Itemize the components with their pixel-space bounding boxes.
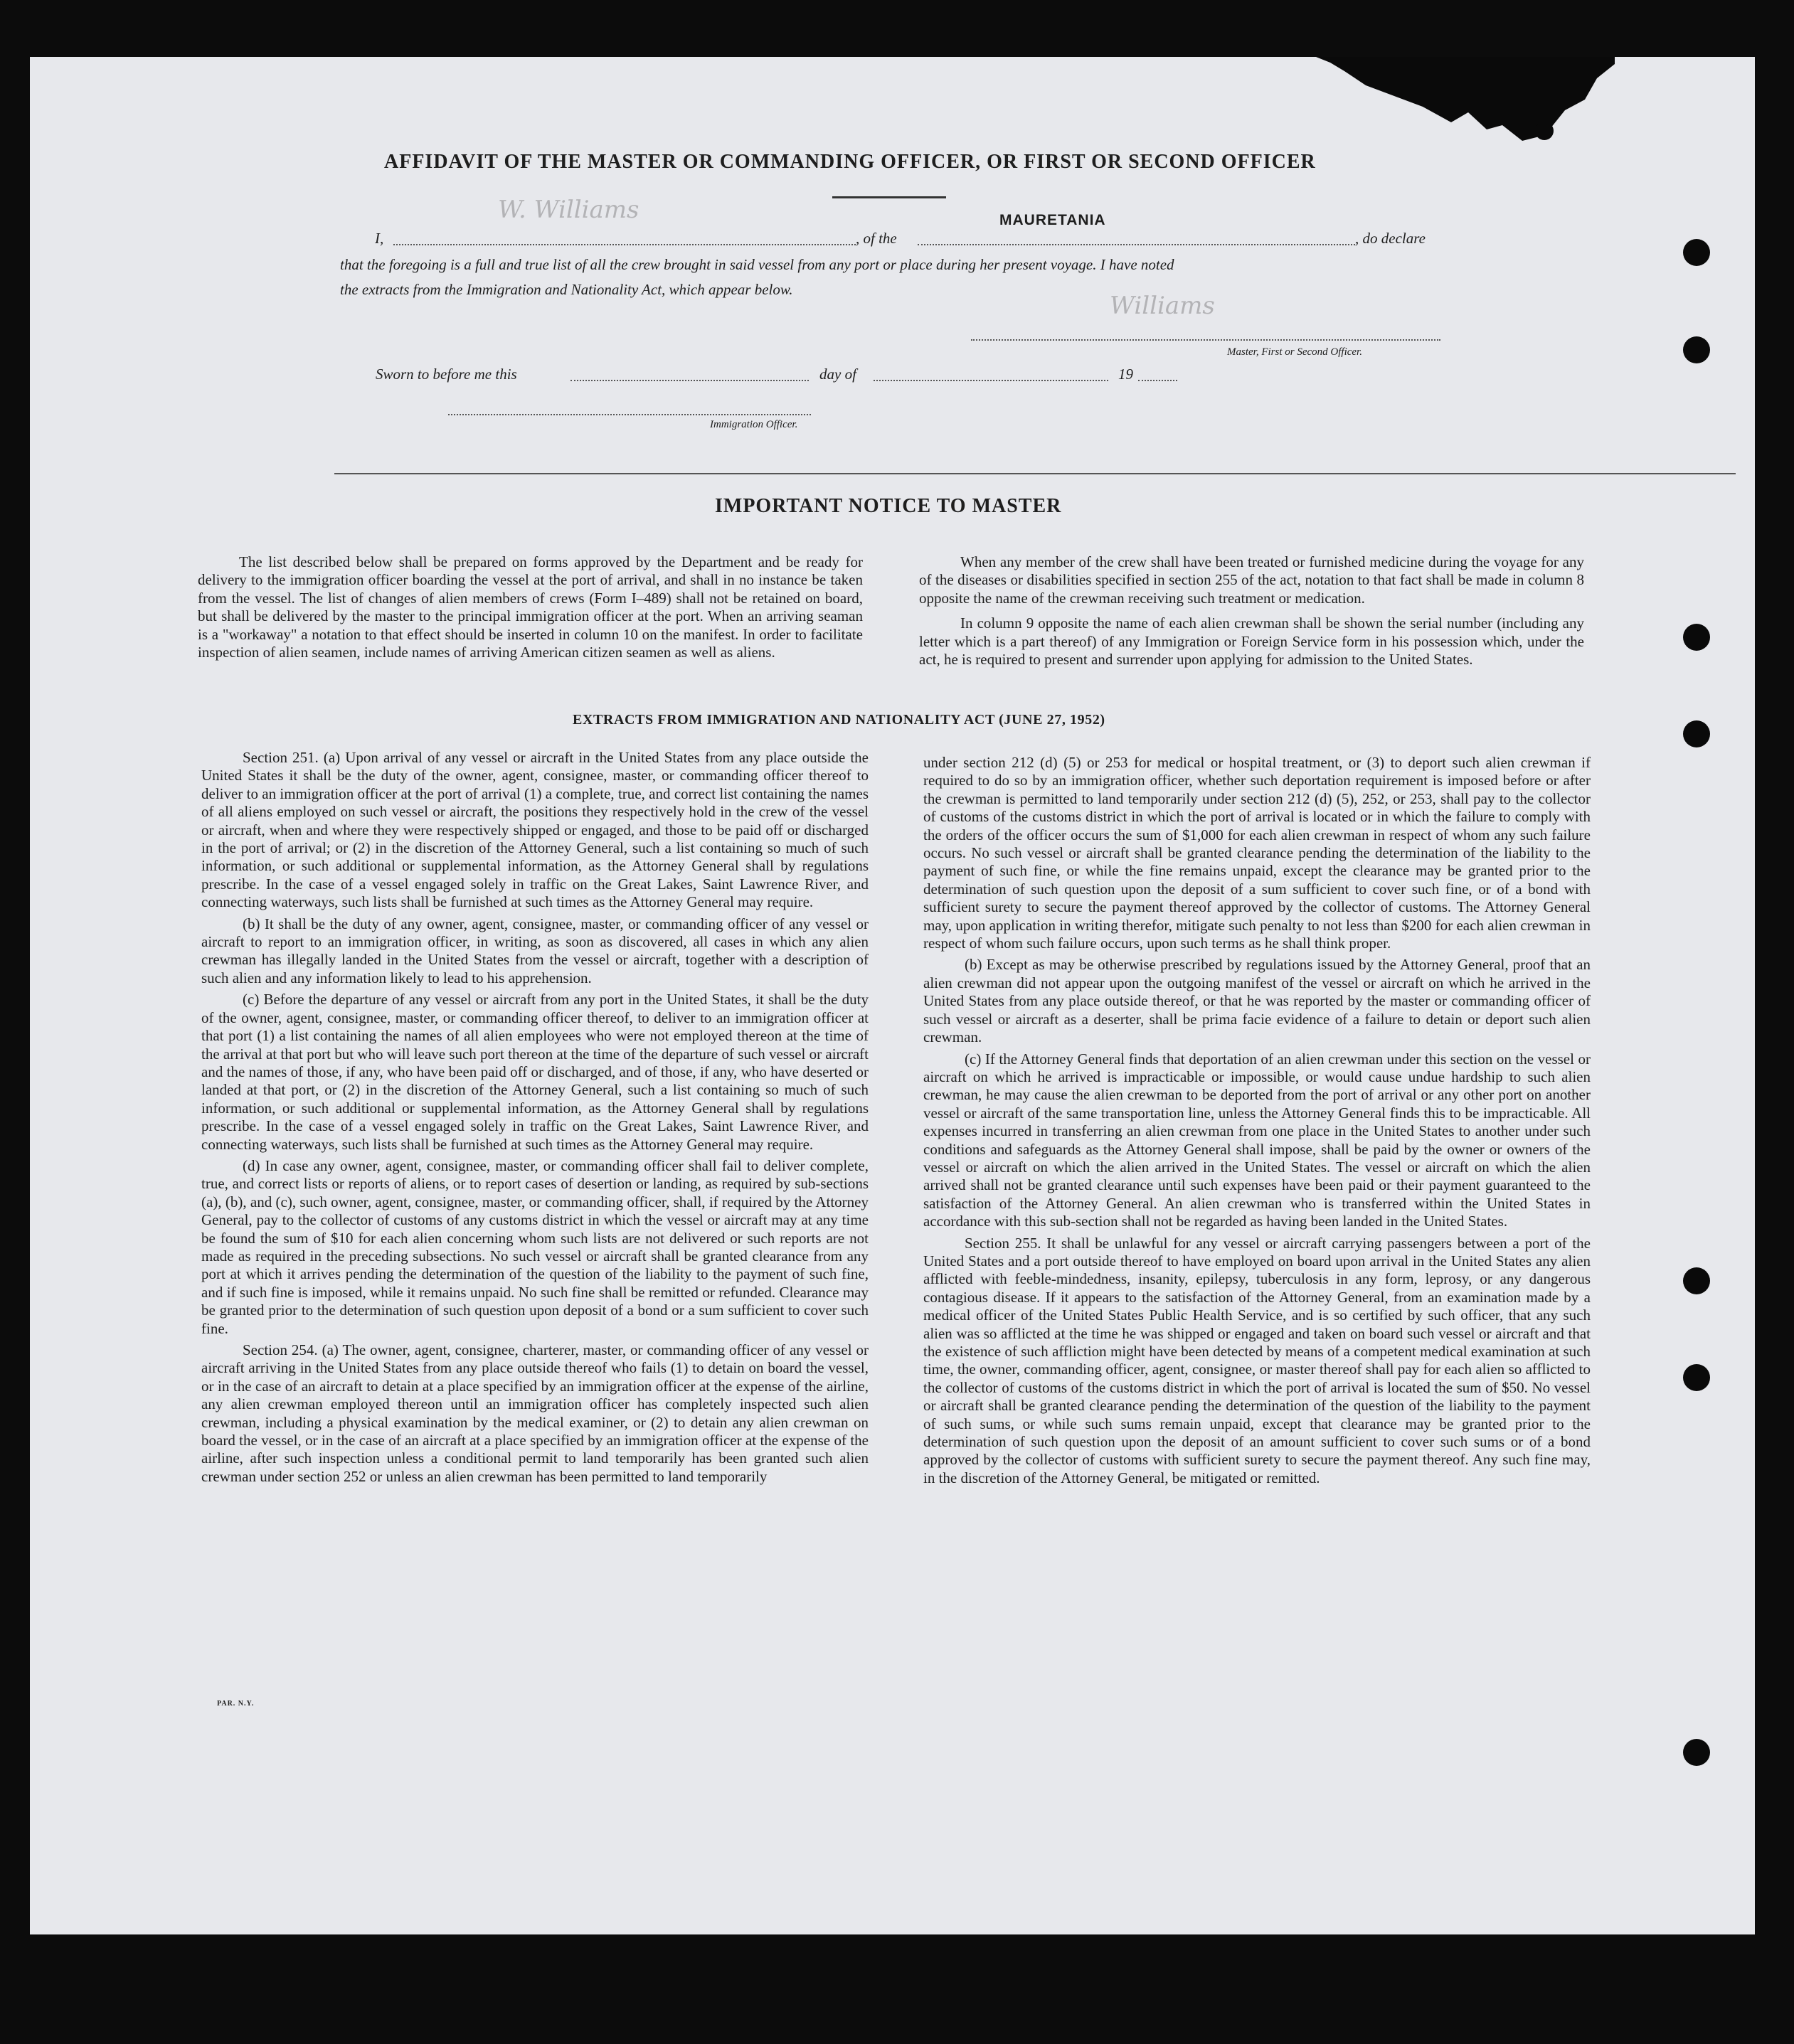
notice-left-column: [198, 553, 863, 665]
section-paragraph: under section 212 (d) (5) or 253 for medical or hospital treatment, or (3) to deport such alien crewman if required to do so by an immigration officer, whether such deportation requirement is imposed before or after the crewman is permitted to land temporarily under section 212 (d) (5), 252, or 253, shall pay to the collector of customs of the customs district in which the port of arrival is located or in which the failure to comply with the orders of the officer occurs the sum of $1,000 for each alien crewman in respect of whom any such failure occurs. No such vessel or aircraft shall be granted clearance pending the determination of the liability to the payment of such fine, or while the fine remains unpaid, except the clearance may be granted prior to the determination of such question upon the deposit of a sum sufficient to cover such fine, or of a bond with sufficient surety to secure the payment thereof approved by the collector of customs. The Attorney General may, upon application in writing therefor, mitigate such penalty to not less than $200 for each alien crewman in respect of whom such failure occurs, upon such terms as he shall think proper.: [923, 754, 1591, 952]
punch-hole: [1683, 239, 1710, 266]
notice-title: IMPORTANT NOTICE TO MASTER: [715, 495, 1062, 517]
master-caption: Master, First or Second Officer.: [1227, 346, 1362, 358]
sworn-day-line: [570, 380, 809, 381]
declaration-line-1: that the foregoing is a full and true list of all the crew brought in said vessel from any port or place during her present voyage. I have noted: [340, 256, 1174, 273]
do-declare-label: , do declare: [1355, 230, 1426, 247]
extracts-left-column: [201, 749, 869, 1489]
section-paragraph: Section 254. (a) The owner, agent, consignee, charterer, master, or commanding officer of any vessel or aircraft arriving in the United States from any place outside thereof who fails (1) to detain on board the vessel, or in the case of an aircraft to detain at a place specified by an immigration officer at the expense of the airline, any alien crewman employed thereon until an immigration officer has completely inspected such alien crewman, including a physical examination by the medical examiner, or (2) to detain any alien crewman on board the vessel, or in the case of an aircraft at a place specified by an immigration officer at the expense of the airline, after such inspection unless a conditional permit to land temporarily has been granted such alien crewman under section 252 or unless an alien crewman has been permitted to land temporarily: [201, 1341, 869, 1485]
officer-signature-line: [448, 414, 811, 415]
punch-hole: [1683, 1267, 1710, 1294]
sworn-year-line: [1138, 380, 1177, 381]
vessel-line: [918, 244, 1355, 245]
notice-paragraph: When any member of the crew shall have been treated or furnished medicine during the voyage for any of the diseases or disabilities specified in section 255 of the act, notation to that fact shall be made in column 8 opposite the name of the crewman receiving such treatment or medication.: [919, 553, 1584, 607]
punch-hole: [1683, 336, 1710, 363]
section-paragraph: Section 251. (a) Upon arrival of any vessel or aircraft in the United States from any place outside the United States it shall be the duty of the owner, agent, consignee, master, or commanding officer thereof to deliver to an immigration officer at the port of arrival (1) a complete, true, and correct list containing the names of all aliens employed on such vessel or aircraft, the positions they respectively hold in the crew of the vessel or aircraft, when and where they were respectively shipped or engaged, and those to be paid off or discharged in the port of arrival; or (2) in the discretion of the Attorney General, such a list containing so much of such information, or such additional or supplemental information, as the Attorney General shall by regulations prescribe. In the case of a vessel engaged solely in traffic on the Great Lakes, Saint Lawrence River, and connecting waterways, such lists shall be furnished at such times as the Attorney General may require.: [201, 749, 869, 911]
day-of-label: day of: [819, 366, 856, 383]
declaration-line-2: the extracts from the Immigration and Nationality Act, which appear below.: [340, 281, 793, 298]
declarant-signature: W. Williams: [498, 196, 639, 224]
of-the-label: , of the: [856, 230, 897, 247]
year-label: 19: [1118, 366, 1133, 383]
section-paragraph: (c) If the Attorney General finds that deportation of an alien crewman under this section on the vessel or aircraft on which he arrived is impracticable or impossible, or would cause undue hardship to such alien crewman, he may cause the alien crewman to be deported from the port of arrival or any other port on another vessel or aircraft of the same transportation line, unless the Attorney General finds this to be impracticable. All expenses incurred in transferring an alien crewman from one place in the United States to another under such conditions and safeguards as the Attorney General shall impose, shall be paid by the owner or owners of the vessel or aircraft on which the alien arrived in the United States. The vessel or aircraft on which the alien arrived shall not be granted clearance until such expenses have been paid or their payment guaranteed to the satisfaction of the Attorney General. An alien crewman who is transferred within the United States in accordance with this sub-section shall not be regarded as having been landed in the United States.: [923, 1050, 1591, 1230]
section-paragraph: Section 255. It shall be unlawful for any vessel or aircraft carrying passengers between a port of the United States and a port outside thereof to have employed on board upon arrival in the United States any alien afflicted with feeble-mindedness, insanity, epilepsy, tuberculosis in any form, leprosy, or any dangerous contagious disease. If it appears to the satisfaction of the Attorney General, from an examination made by a medical officer of the United States Public Health Service, and is so certified by such officer, that any such alien was so afflicted at the time he was shipped or engaged and taken on board such vessel or aircraft and that the existence of such affliction might have been detected by means of a competent medical examination at such time, the owner, commanding officer, agent, consignee, or master thereof shall pay for each alien so afflicted to the collector of customs of the customs district in which the port of arrival is located the sum of $50. No vessel or aircraft shall be granted clearance pending the determination of the question of the liability to the payment of such sums, or while such sums remain unpaid, except that clearance may be granted prior to the determination of such question upon the deposit of an amount sufficient to cover such sums or of a bond approved by the collector of customs with sufficient surety to secure the payment thereof. Any such fine may, in the discretion of the Attorney General, be mitigated or remitted.: [923, 1234, 1591, 1486]
declarant-line: [393, 244, 856, 245]
punch-hole: [1535, 122, 1554, 140]
title-underline: [832, 196, 946, 198]
section-paragraph: (c) Before the departure of any vessel or aircraft from any port in the United States, it shall be the duty of the owner, agent, consignee, master, or commanding officer thereof, to deliver to an immigration officer at that port (1) a list containing the names of all alien employees who were not employed thereon at the time of the arrival at that port but who will leave such port thereon at the time of the departure of such vessel or aircraft and the names of those, if any, who have been paid off or discharged, and of those, if any, who have deserted or landed at that port, or (2) in the discretion of the Attorney General, such a list containing so much of such information, or such additional or supplemental information, as the Attorney General shall by regulations prescribe. In the case of a vessel engaged solely in traffic on the Great Lakes, Saint Lawrence River, and connecting waterways, such lists shall be furnished at such times as the Attorney General may require.: [201, 991, 869, 1153]
declarant-prefix: I,: [375, 230, 384, 247]
section-paragraph: (d) In case any owner, agent, consignee, master, or commanding officer shall fail to deliver complete, true, and correct lists or reports of aliens, or to report cases of desertion or landing, as required by sub-sections (a), (b), and (c), such owner, agent, consignee, master, or commanding officer, shall, if required by the Attorney General, pay to the collector of customs of any customs district in which the vessel or aircraft may at any time be found the sum of $10 for each alien concerning whom such lists are not delivered or such reports are not made as required in the preceding subsections. No such vessel or aircraft shall be granted clearance from any port at which it arrives pending the determination of the question of the liability to the payment of such fine, and if such fine is imposed, while it remains unpaid. No such fine shall be remitted or refunded. Clearance may be granted prior to the determination of such question upon deposit of a bond or a sum sufficient to cover such fine.: [201, 1156, 869, 1337]
extracts-title: EXTRACTS FROM IMMIGRATION AND NATIONALITY ACT (JUNE 27, 1952): [573, 712, 1105, 728]
master-signature-line: [971, 339, 1440, 341]
sworn-label: Sworn to before me this: [376, 366, 517, 383]
affidavit-title: AFFIDAVIT OF THE MASTER OR COMMANDING OFFICER, OR FIRST OR SECOND OFFICER: [384, 151, 1316, 173]
notice-right-column: [919, 553, 1584, 672]
master-signature: Williams: [1110, 292, 1215, 320]
punch-hole: [1683, 1739, 1710, 1766]
section-paragraph: (b) It shall be the duty of any owner, agent, consignee, master, or commanding officer of any vessel or aircraft to report to an immigration officer, in writing, as soon as discovered, all cases in which any alien crewman has illegally landed in the United States from the vessel or aircraft, together with a description of such alien and any information likely to lead to his apprehension.: [201, 915, 869, 986]
punch-hole: [1683, 1364, 1710, 1391]
perforation-line: [334, 473, 1736, 474]
section-paragraph: (b) Except as may be otherwise prescribed by regulations issued by the Attorney General, proof that an alien crewman did not appear upon the outgoing manifest of the vessel or aircraft on which he arrived in the United States from any place outside thereof, or that he was reported by the master or commanding officer of such vessel or aircraft as a deserter, shall be prima facie evidence of a failure to detain or deport such alien crewman.: [923, 956, 1591, 1046]
officer-caption: Immigration Officer.: [710, 419, 798, 430]
notice-paragraph: The list described below shall be prepared on forms approved by the Department and be ready for delivery to the immigration officer boarding the vessel at the port of arrival, and shall in no instance be taken from the vessel. The list of changes of alien members of crews (Form I–489) shall not be retained on board, but shall be delivered by the master to the principal immigration officer at the port. When an arriving seaman is a "workaway" a notation to that effect should be inserted in column 10 on the manifest. In order to facilitate inspection of alien seamen, include names of arriving American citizen seamen as well as aliens.: [198, 553, 863, 661]
punch-hole: [1683, 624, 1710, 651]
vessel-name-stamp: MAURETANIA: [999, 212, 1106, 228]
print-code: PAR. N.Y.: [217, 1700, 255, 1708]
extracts-right-column: [923, 754, 1591, 1491]
sworn-month-line: [874, 380, 1108, 381]
punch-hole: [1683, 720, 1710, 747]
notice-paragraph: In column 9 opposite the name of each alien crewman shall be shown the serial number (including any letter which is a part thereof) of any Immigration or Foreign Service form in his possession which, under the act, he is required to present and surrender upon applying for admission to the United States.: [919, 614, 1584, 669]
torn-corner: [1316, 57, 1615, 142]
